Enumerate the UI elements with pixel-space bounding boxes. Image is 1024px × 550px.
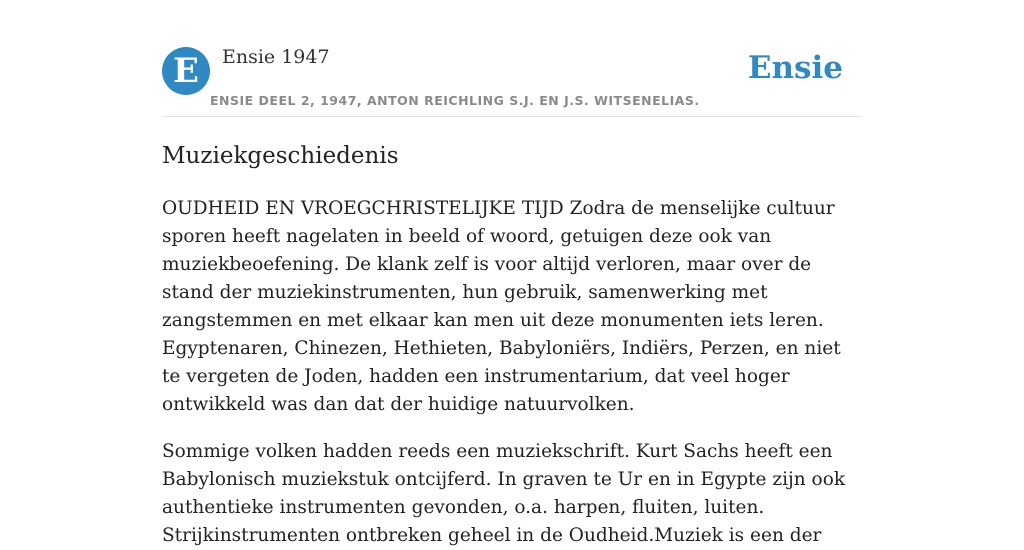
brand-logo[interactable]: Ensie xyxy=(747,50,843,86)
source-title[interactable]: Ensie 1947 xyxy=(222,46,330,68)
article-title: Muziekgeschiedenis xyxy=(162,143,399,169)
article-paragraph: Sommige volken hadden reeds een muziekschrift. Kurt Sachs heeft een Babylonisch muziekstuk ontcijferd. In graven te Ur en in Egypte zijn ook authentieke instrumenten gevonden, o.a. harpen, fluiten, luiten. Strijkinstrumenten ontbreken geheel in de Oudheid.Muziek is een der xyxy=(162,441,846,546)
ensie-logo-icon[interactable]: E xyxy=(162,47,210,95)
article-page xyxy=(162,0,862,550)
article-paragraph: OUDHEID EN VROEGCHRISTELIJKE TIJD Zodra de menselijke cultuur sporen heeft nagelaten in beeld of woord, getuigen deze ook van muziekbeoefening. De klank zelf is voor altijd verloren, maar over de stand der muziekinstrumenten, hun gebruik, samenwerking met zangstemmen en met elkaar kan men uit deze monumenten iets leren. Egyptenaren, Chinezen, Hethieten, Babyloniërs, Indiërs, Perzen, en niet te vergeten de Joden, hadden een instrumentarium, dat veel hoger ontwikkeld was dan dat der huidige natuurvolken. xyxy=(162,198,841,415)
source-header xyxy=(162,0,862,117)
source-meta: ENSIE DEEL 2, 1947, ANTON REICHLING S.J. EN J.S. WITSENELIAS. xyxy=(210,93,700,108)
